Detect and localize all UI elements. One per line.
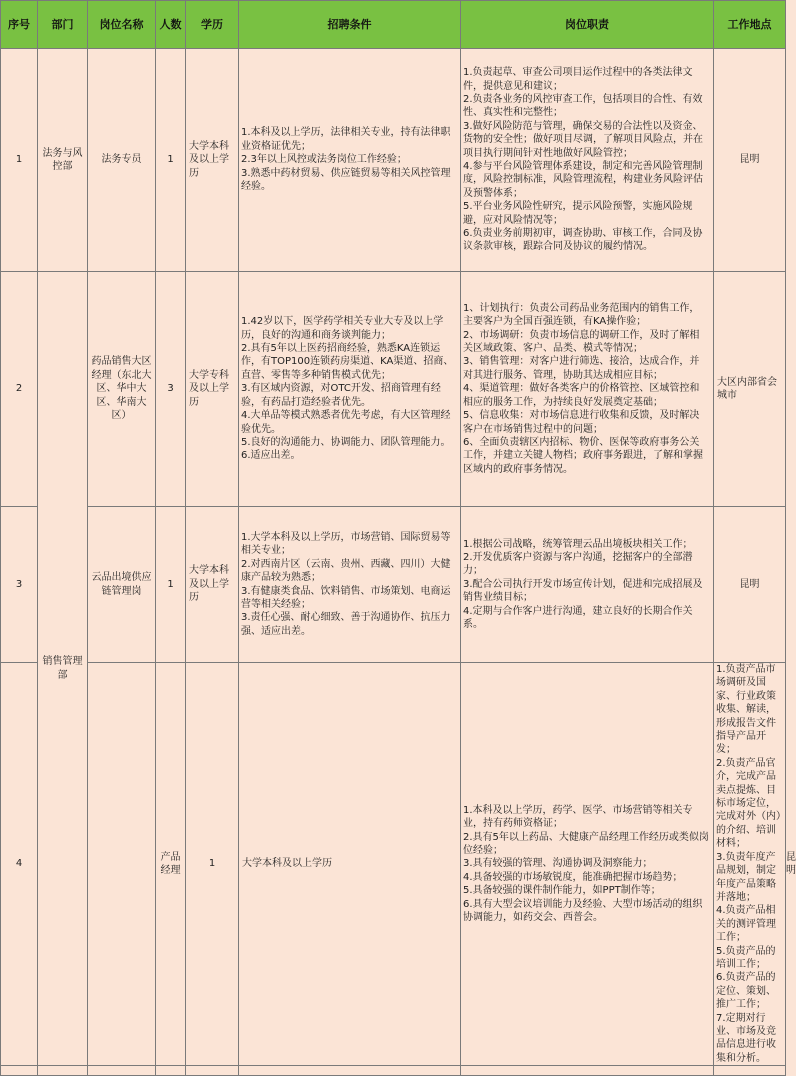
duty-line: 2.开发优质客户资源与客户沟通，挖掘客户的全部潜力； [463,551,693,577]
cell-empty [186,1066,239,1076]
row-position: 云品出境供应链管理岗 [88,507,156,663]
row-no: 3 [1,507,38,663]
row-education: 大学专科及以上学历 [186,272,239,507]
duty-line: 2、市场调研：负责市场信息的调研工作，及时了解相关区域政策、客户、品类、模式等情况； [463,329,700,355]
cell-empty [1,1066,38,1076]
row-dept: 销售管理部 [38,272,88,1066]
row-dept-empty [88,663,156,1066]
row-position: 法务专员 [88,49,156,272]
row-duties [461,49,714,272]
row-education: 大学本科及以上学历 [186,49,239,272]
row-location: 昆明 [714,507,786,663]
requirement-line: 4.大单品等模式熟悉者优先考虑，有大区管理经验优先。 [241,410,451,435]
duty-line: 3、销售管理：对客户进行筛选、接洽，达成合作，并对其进行服务、管理，协助其达成相应目标； [463,356,700,381]
cell-empty [714,1066,786,1076]
duty-line: 3.负责年度产品规划，制定年度产品策略并落地； [716,851,776,903]
requirement-line: 3.熟悉中药材贸易、供应链贸易等相关风控管理经验。 [241,167,451,193]
requirement-line: 1.本科及以上学历，法律相关专业，持有法律职业资格证优先； [241,127,451,152]
requirement-line: 2.具有5年以上药品、大健康产品经理工作经历或类似岗位经验； [463,831,709,856]
requirement-line: 6.具有大型会议培训能力及经验、大型市场活动的组织协调能力，如药交会、西普会。 [463,898,703,924]
header-location: 工作地点 [714,1,786,49]
duty-line: 3.配合公司执行开发市场宣传计划，促进和完成招展及销售业绩目标； [463,578,703,604]
row-position: 产品经理 [156,663,186,1066]
header-dept: 部门 [38,1,88,49]
cell-empty [156,1066,186,1076]
duty-line: 4.负责产品相关的测评管理工作； [716,905,776,944]
duty-line: 1.负责产品市场调研及国家、行业政策收集、解读，形成报告文件指导产品开发； [716,664,776,756]
duty-line: 5.平台业务风险性研究，提示风险预警，实施风险规避，应对风险情况等； [463,201,693,226]
duty-line: 2.负责产品官介，完成产品卖点提炼、目标市场定位，完成对外（内）的介绍、培训材料； [716,757,781,850]
header-row [1,1,786,49]
duty-line: 6.负责业务前期初审，调查协助、审核工作，合同及协议条款审核，跟踪合同及协议的履约情况。 [463,228,703,253]
row-location: 昆明 [714,49,786,272]
requirement-line: 2.对西南片区（云南、贵州、西藏、四川）大健康产品较为熟悉； [241,558,451,584]
duty-line: 5、信息收集：对市场信息进行收集和反馈，及时解决客户在市场销售过程中的问题； [463,410,700,435]
row-no: 2 [1,272,38,507]
row-count: 3 [156,272,186,507]
header-requirements: 招聘条件 [239,1,461,49]
header-count: 人数 [156,1,186,49]
requirement-line: 3.责任心强、耐心细致、善于沟通协作、抗压力强、适应出差。 [241,612,451,637]
requirement-line: 6.适应出差。 [241,450,301,462]
requirement-line: 3.具有较强的管理、沟通协调及洞察能力； [463,858,653,870]
duty-line: 1.负责起草、审查公司项目运作过程中的各类法律文件，提供意见和建议； [463,67,693,92]
duty-line: 4.定期与合作客户进行沟通，建立良好的长期合作关系。 [463,605,693,631]
cell-empty [88,1066,156,1076]
table-row: 4 产品经理 1 大学本科及以上学历 1.本科及以上学历，药学、医学、市场营销等相关专业，持有药师资格证； 2.具有5年以上药品、大健康产品经理工作经历或类似岗位经验； 3.具有较强的管理、沟通协调及洞察能力； 4.具备较强的市场敏锐度，能准确把握市场趋势； 5.具备较强的课件制作能力，如PPT制作等； 6.具有大型会议培训能力及经验、大型市场活动的组织协调能力，如药交会、西普会。 1.负责产品市场调研及国家、行业政策收集、解读，形成报告文件指导产品开发； 2.负责产品官介，完成产品卖点提炼、目标市场定位，完成对外（内）的介绍、培训材料； 3.负责年度产品规划，制定年度产品策略并落地； 4.负责产品相关的测评管理工作； 5.负责产品的培训工作； 6.负责产品的定位、策划、推广工作； 7.定期对行业、市场及竞品信息进行收集和分析。 昆明 [1,663,786,1066]
requirement-line: 3.有健康类食品、饮料销售、市场策划、电商运营等相关经验； [241,585,451,610]
requirement-line: 2.3年以上风控或法务岗位工作经验； [241,154,407,166]
duty-line: 4、渠道管理：做好各类客户的价格管控、区域管控和相应的服务工作，为持续良好发展奠定基础； [463,383,700,408]
row-count: 1 [156,507,186,663]
duty-line: 3.做好风险防范与管理，确保交易的合法性以及资金、货物的安全性；做好项目尽调，了解项目风险点，并在项目执行期间针对性地做好风险管控； [463,120,703,159]
requirement-line: 1.本科及以上学历，药学、医学、市场营销等相关专业，持有药师资格证； [463,804,693,830]
row-duties [714,663,786,1066]
row-location: 大区内部省会城市 [714,272,786,507]
requirement-line: 4.具备较强的市场敏锐度，能准确把握市场趋势； [463,871,683,883]
cell-empty [38,1066,88,1076]
row-requirements [239,49,461,272]
row-education: 大学本科及以上学历 [239,663,461,1066]
duty-line: 1.根据公司战略，统筹管理云品出境板块相关工作； [463,538,693,550]
requirement-line: 1.42岁以下，医学药学相关专业大专及以上学历，良好的沟通和商务谈判能力； [241,316,444,341]
duty-line: 6、全面负责辖区内招标、物价、医保等政府事务公关工作，并建立关键人物档；政府事务跟进，了解和掌握区域内的政府事务情况。 [463,436,703,475]
header-education: 学历 [186,1,239,49]
requirement-line: 2.具有5年以上医药招商经验，熟悉KA连锁运作，有TOP100连锁药房渠道、KA渠道、招商、直营、零售等多种销售模式优先； [241,343,454,381]
row-no: 1 [1,49,38,272]
table-row [1,49,786,272]
duty-line: 1、计划执行：负责公司药品业务范围内的销售工作，主要客户为全国百强连锁，有KA操作验； [463,302,700,328]
row-dept: 法务与风控部 [38,49,88,272]
row-no: 4 [1,663,38,1066]
cell-empty [461,1066,714,1076]
duty-line: 6.负责产品的定位、策划、推广工作； [716,972,776,1011]
row-duties [461,272,714,507]
row-position: 药品销售大区经理（东北大区、华中大区、华南大区） [88,272,156,507]
cell-empty [239,1066,461,1076]
requirement-line: 5.具备较强的课件制作能力，如PPT制作等； [463,885,661,897]
row-count: 1 [186,663,239,1066]
duty-line: 7.定期对行业、市场及竞品信息进行收集和分析。 [716,1012,776,1064]
row-requirements [239,272,461,507]
row-requirements [461,663,714,1066]
requirement-line: 5.良好的沟通能力、协调能力、团队管理能力。 [241,436,451,448]
row-requirements [239,507,461,663]
row-count: 1 [156,49,186,272]
table-row [1,507,786,663]
table-row [1,272,786,507]
requirement-line: 1.大学本科及以上学历，市场营销、国际贸易等相关专业； [241,531,451,557]
row-education: 大学本科及以上学历 [186,507,239,663]
requirement-line: 3.有区域内资源，对OTC开发、招商管理有经验，有药品打造经验者优先。 [241,383,441,408]
header-position: 岗位名称 [88,1,156,49]
row-duties [461,507,714,663]
header-no: 序号 [1,1,38,49]
duty-line: 5.负责产品的培训工作； [716,945,776,970]
header-duties: 岗位职责 [461,1,714,49]
table-row-partial [1,1066,786,1076]
duty-line: 4.参与平台风险管理体系建设，制定和完善风险管理制度，风险控制标准，风险管理流程，构建业务风险评估及预警体系； [463,161,703,199]
duty-line: 2.负责各业务的风控审查工作，包括项目的合性、有效性、真实性和完整性； [463,93,703,119]
